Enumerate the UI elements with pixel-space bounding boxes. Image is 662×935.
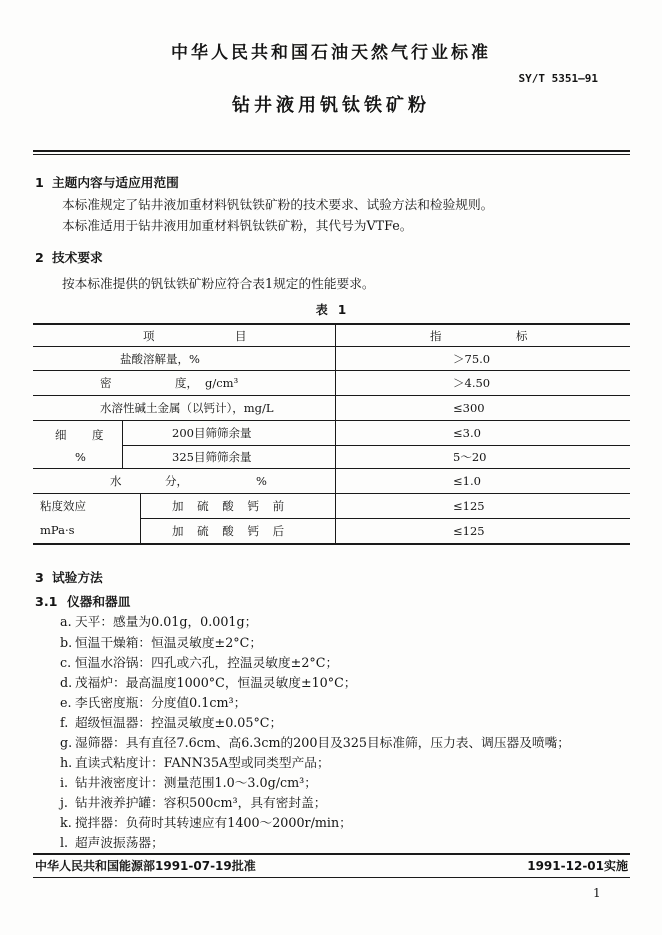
table-cell-item: 度， [175,376,198,390]
section-1-paragraph: 本标准规定了钻井液加重材料钒钛铁矿粉的技术要求、试验方法和检验规则。 [62,197,494,212]
table-cell-item: 水 [110,474,122,488]
table-rule [33,493,630,494]
list-item: 湿筛器：具有直径7.6cm、高6.3cm的200目及325目标准筛，压力表、调压器及喷嘴； [75,735,570,750]
table-rule-bottom [33,543,630,545]
table-cell-unit: % [256,474,267,488]
section-1-title: 主题内容与适应用范围 [52,175,179,190]
table-cell-item: 加 硫 酸 钙 后 [172,524,285,538]
list-item-letter: l. [60,835,69,850]
table-rule [33,468,630,469]
section-1-number: 1 [35,175,44,190]
table-cell-item: 200目筛筛余量 [172,426,252,440]
list-item-letter: i. [60,775,69,790]
table-cell-item: 密 [100,376,112,390]
table-group-unit: mPa·s [40,523,75,537]
list-item-letter: k. [60,815,72,830]
list-item-letter: e. [60,695,72,710]
table-header-item: 目 [235,329,247,343]
table-header-spec: 指 [430,329,442,343]
table-rule [122,445,630,446]
list-item: 钻井液密度计：测量范围1.0～3.0g/cm³； [75,775,317,790]
table-cell-spec: ≤3.0 [453,426,481,440]
standard-code: SY/T 5351—91 [518,72,598,85]
list-item: 李氏密度瓶：分度值0.1cm³； [75,695,247,710]
table-cell-spec: ≤300 [453,401,485,415]
section-1-paragraph: 本标准适用于钻井液用加重材料钒钛铁矿粉，其代号为VTFe。 [62,218,413,233]
table-cell-item: 水溶性碱土金属（以钙计），mg/L [100,401,274,415]
subsection-3-1-title: 仪器和器皿 [67,594,131,609]
table-cell-spec: ≤125 [453,524,485,538]
list-item: 恒温水浴锅：四孔或六孔，控温灵敏度±2°C； [75,655,339,670]
table-caption: 表 1 [315,303,347,317]
section-2-paragraph: 按本标准提供的钒钛铁矿粉应符合表1规定的性能要求。 [62,276,375,291]
table-cell-item: 325目筛筛余量 [172,450,252,464]
list-item-letter: j. [60,795,68,810]
table-cell-spec: 5～20 [453,450,487,464]
section-2-title: 技术要求 [52,250,103,265]
table-cell-unit: g/cm³ [205,376,239,390]
header-rule-thin [33,154,630,155]
list-item-letter: d. [60,675,73,690]
table-cell-item: 盐酸溶解量，% [120,352,200,366]
footer-rule-top [33,853,630,855]
list-item: 搅拌器：负荷时其转速应有1400～2000r/min； [75,815,352,830]
list-item: 恒温干燥箱：恒温灵敏度±2°C； [75,635,263,650]
table-rule [33,370,630,371]
table-group-unit: % [75,450,86,464]
table-group-label: 度 [92,428,104,442]
table-cell-item: 分， [165,474,188,488]
table-cell-spec: ≤1.0 [453,474,481,488]
list-item-letter: b. [60,635,73,650]
table-subcolumn-divider [140,493,141,543]
table-header-spec: 标 [516,329,528,343]
table-cell-spec: ≤125 [453,499,485,513]
list-item-letter: f. [60,715,69,730]
footer-rule-bottom [33,877,630,878]
document-title: 钻井液用钒钛铁矿粉 [232,95,430,116]
header-rule-thick [33,150,630,152]
table-subcolumn-divider [122,420,123,468]
page-number: 1 [593,886,601,900]
table-header-item: 项 [143,329,155,343]
list-item-letter: g. [60,735,73,750]
table-cell-item: 加 硫 酸 钙 前 [172,499,285,513]
list-item: 天平：感量为0.01g，0.001g； [75,614,258,629]
section-2-number: 2 [35,250,44,265]
list-item: 超声波振荡器； [75,835,164,850]
list-item: 直读式粘度计：FANN35A型或同类型产品； [75,755,330,770]
table-rule [140,518,630,519]
list-item: 超级恒温器：控温灵敏度±0.05°C； [75,715,283,730]
table-group-label: 细 [55,428,67,442]
list-item-letter: h. [60,755,73,770]
table-cell-spec: ＞4.50 [453,376,491,390]
table-rule [33,395,630,396]
table-column-divider [335,323,336,544]
table-group-label: 粘度效应 [40,499,86,513]
table-rule [33,346,630,347]
org-title: 中华人民共和国石油天然气行业标准 [171,43,491,63]
list-item: 茂福炉：最高温度1000°C，恒温灵敏度±10°C； [75,675,357,690]
list-item-letter: c. [60,655,72,670]
section-3-title: 试验方法 [52,570,103,585]
table-rule-top [33,323,630,325]
list-item-letter: a. [60,614,72,629]
table-cell-spec: ＞75.0 [453,352,491,366]
list-item: 钻井液养护罐：容积500cm³，具有密封盖； [75,795,327,810]
section-3-number: 3 [35,570,44,585]
effective-date: 1991-12-01实施 [527,859,628,873]
approval-note: 中华人民共和国能源部1991-07-19批准 [35,859,256,873]
subsection-3-1-number: 3.1 [35,594,58,609]
